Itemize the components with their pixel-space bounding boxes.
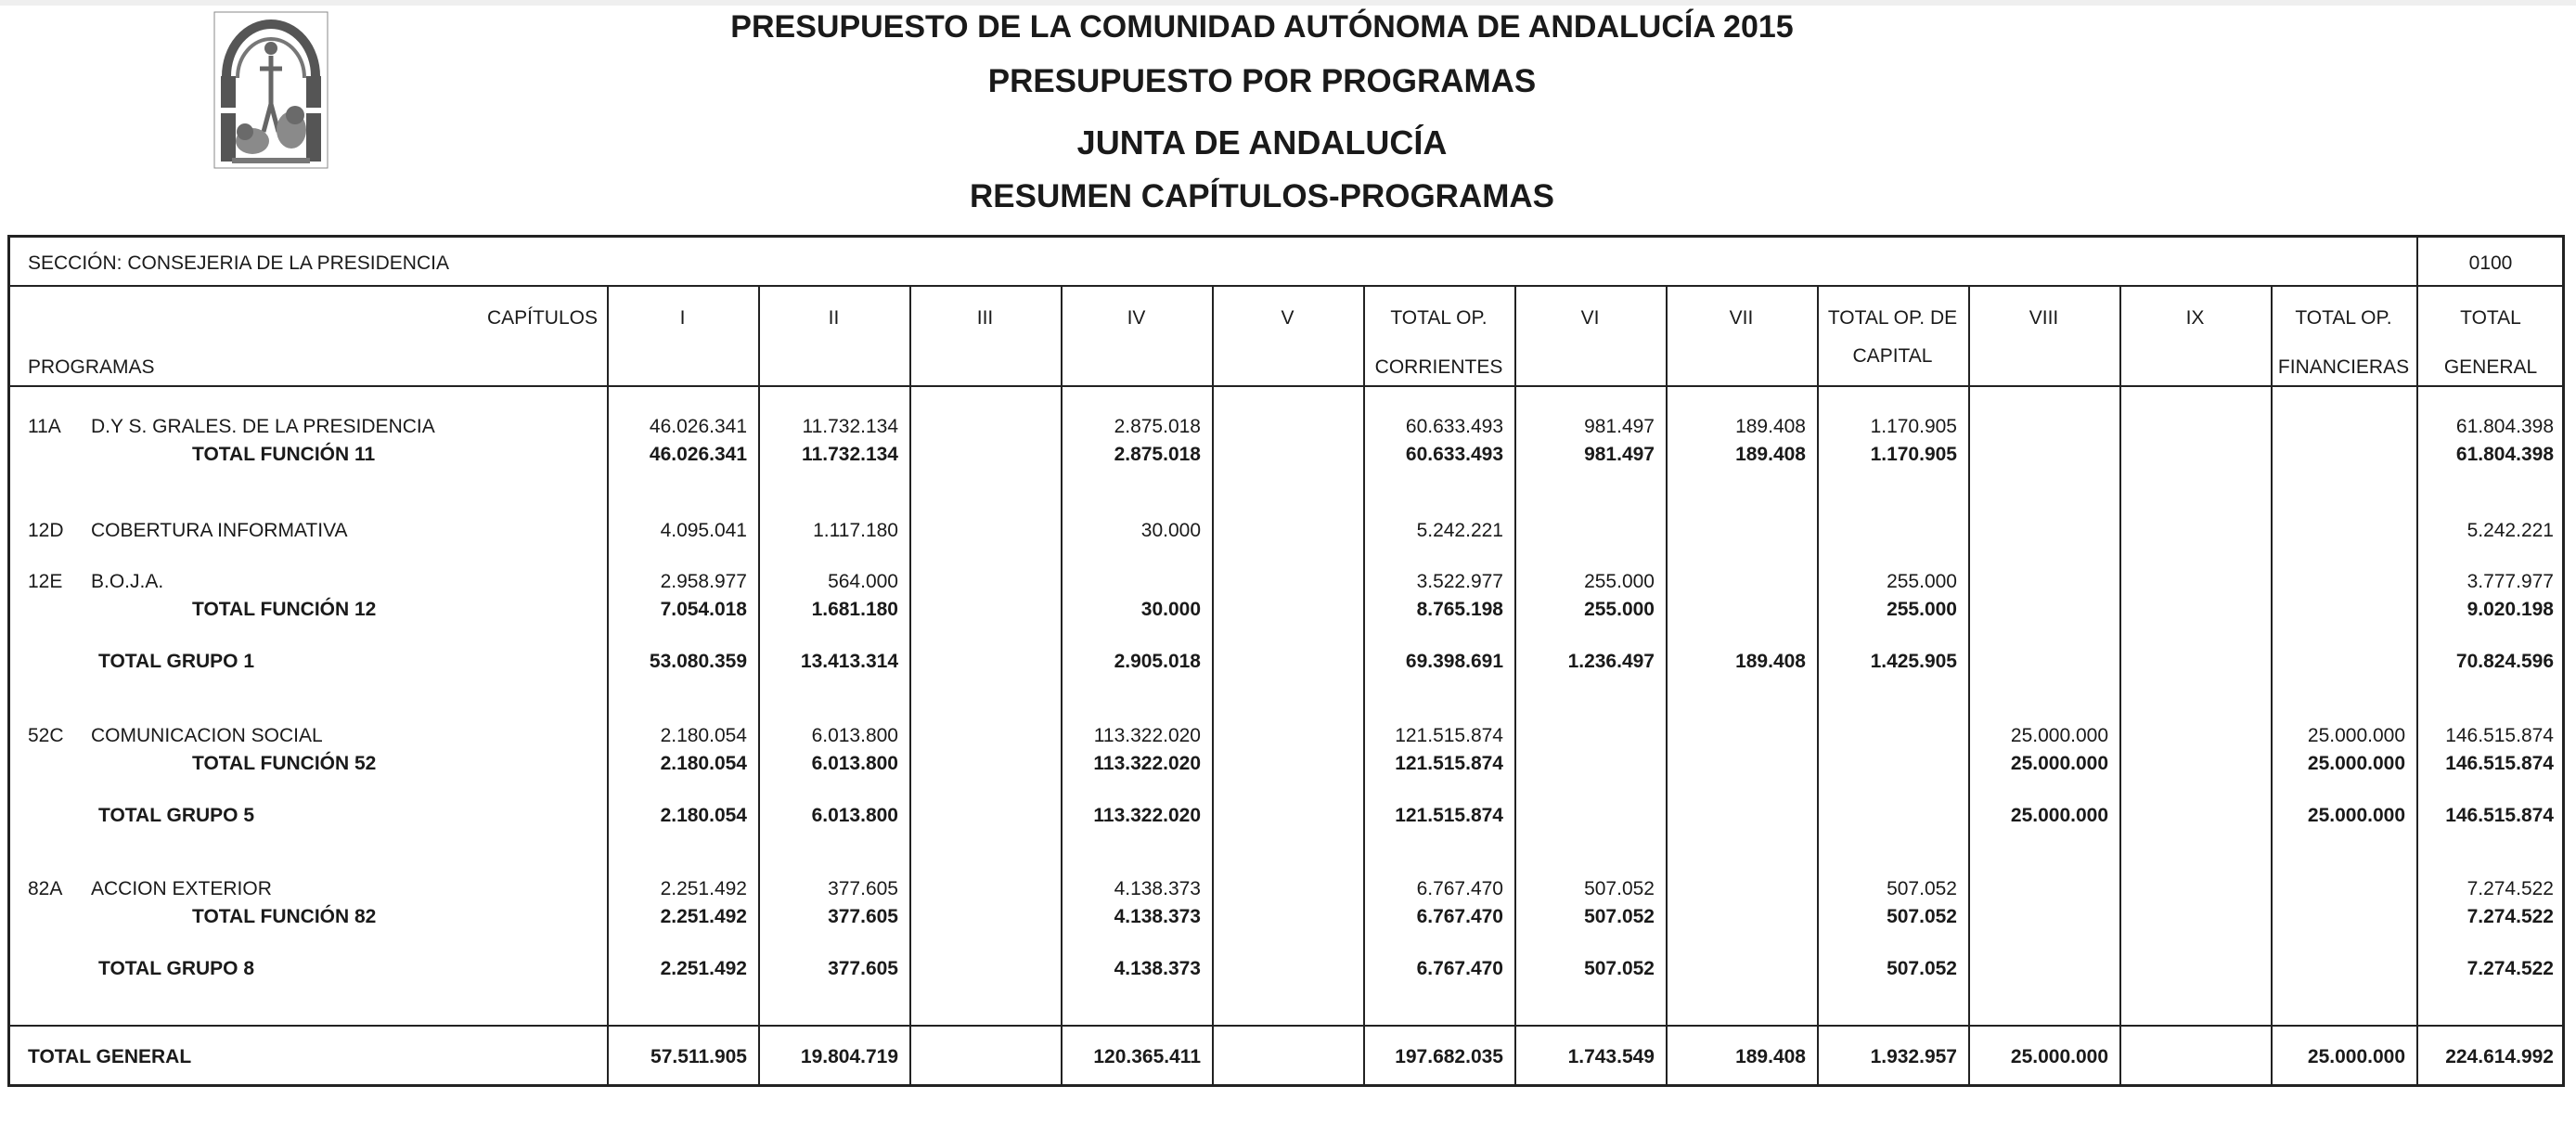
column-header-bottom: GENERAL (2443, 356, 2538, 378)
table-cell-value: 2.251.492 (660, 906, 747, 927)
table-cell-value: 25.000.000 (2010, 805, 2108, 826)
column-header-top: V (1281, 307, 1294, 329)
table-cell-value: 6.013.800 (811, 725, 898, 746)
table-cell-value: 113.322.020 (1093, 753, 1201, 774)
program-name: COBERTURA INFORMATIVA (91, 520, 348, 541)
table-cell-value: 377.605 (828, 878, 898, 899)
header-capitulos: CAPÍTULOS (486, 307, 598, 329)
budget-table-frame (7, 235, 2565, 1087)
table-cell-value: 6.013.800 (811, 805, 898, 826)
column-header-top: I (679, 307, 686, 329)
total-funcion-label: TOTAL FUNCIÓN 82 (192, 906, 377, 927)
total-general-value: 25.000.000 (2307, 1046, 2405, 1067)
table-cell-value: 3.777.977 (2467, 571, 2554, 592)
table-cell-value: 4.095.041 (660, 520, 747, 541)
table-cell-value: 507.052 (1887, 906, 1957, 927)
column-divider (1666, 286, 1668, 1084)
table-cell-value: 377.605 (828, 906, 898, 927)
column-header-bottom: CORRIENTES (1374, 356, 1503, 378)
table-cell-value: 70.824.596 (2455, 651, 2554, 672)
column-divider (1212, 286, 1214, 1084)
table-cell-value: 30.000 (1140, 599, 1201, 620)
table-cell-value: 189.408 (1735, 651, 1806, 672)
table-cell-value: 1.236.497 (1567, 651, 1655, 672)
table-cell-value: 2.875.018 (1114, 416, 1201, 437)
column-header-top: III (976, 307, 994, 329)
total-grupo-label: TOTAL GRUPO 5 (98, 805, 255, 826)
table-cell-value: 255.000 (1584, 571, 1655, 592)
table-cell-value: 25.000.000 (2010, 725, 2108, 746)
column-header-top: VIII (2029, 307, 2059, 329)
table-cell-value: 255.000 (1584, 599, 1655, 620)
table-cell-value: 507.052 (1887, 958, 1957, 979)
table-cell-value: 121.515.874 (1395, 725, 1503, 746)
table-cell-value: 7.054.018 (660, 599, 747, 620)
table-cell-value: 25.000.000 (2307, 753, 2405, 774)
total-general-label: TOTAL GENERAL (28, 1046, 192, 1067)
table-cell-value: 46.026.341 (649, 444, 747, 465)
program-name: B.O.J.A. (91, 571, 164, 592)
column-divider (2271, 286, 2273, 1084)
table-cell-value: 121.515.874 (1395, 805, 1503, 826)
column-header-top: II (828, 307, 840, 329)
table-cell-value: 60.633.493 (1405, 444, 1503, 465)
table-cell-value: 121.515.874 (1395, 753, 1503, 774)
table-cell-value: 507.052 (1584, 906, 1655, 927)
column-header-top: VII (1729, 307, 1754, 329)
program-code: 52C (28, 725, 64, 746)
total-divider (7, 1025, 2565, 1027)
program-code: 82A (28, 878, 63, 899)
total-general-value: 224.614.992 (2445, 1046, 2554, 1067)
total-general-value: 1.932.957 (1870, 1046, 1957, 1067)
table-cell-value: 11.732.134 (802, 416, 898, 437)
table-cell-value: 113.322.020 (1093, 725, 1201, 746)
table-cell-value: 1.425.905 (1870, 651, 1957, 672)
table-cell-value: 4.138.373 (1114, 878, 1201, 899)
header-programas: PROGRAMAS (28, 356, 155, 378)
section-code: 0100 (2468, 252, 2513, 274)
table-cell-value: 5.242.221 (2467, 520, 2554, 541)
total-general-value: 189.408 (1735, 1046, 1806, 1067)
table-cell-value: 1.170.905 (1870, 416, 1957, 437)
table-cell-value: 4.138.373 (1114, 906, 1201, 927)
table-cell-value: 61.804.398 (2455, 444, 2554, 465)
table-cell-value: 2.180.054 (660, 753, 747, 774)
table-cell-value: 2.958.977 (660, 571, 747, 592)
table-cell-value: 507.052 (1584, 878, 1655, 899)
table-cell-value: 6.767.470 (1416, 958, 1503, 979)
table-cell-value: 6.013.800 (811, 753, 898, 774)
column-divider (909, 286, 911, 1084)
table-cell-value: 377.605 (828, 958, 898, 979)
table-cell-value: 1.117.180 (813, 520, 898, 541)
table-cell-value: 25.000.000 (2307, 725, 2405, 746)
column-header-top: IV (1127, 307, 1146, 329)
section-code-divider (2416, 237, 2418, 287)
total-funcion-label: TOTAL FUNCIÓN 11 (192, 444, 376, 465)
table-cell-value: 25.000.000 (2307, 805, 2405, 826)
section-label: SECCIÓN: CONSEJERIA DE LA PRESIDENCIA (28, 252, 449, 274)
table-cell-value: 189.408 (1735, 444, 1806, 465)
total-general-value: 25.000.000 (2010, 1046, 2108, 1067)
table-cell-value: 507.052 (1887, 878, 1957, 899)
table-cell-value: 1.681.180 (811, 599, 898, 620)
total-general-value: 197.682.035 (1395, 1046, 1503, 1067)
table-cell-value: 255.000 (1887, 599, 1957, 620)
table-cell-value: 7.274.522 (2467, 906, 2554, 927)
table-cell-value: 7.274.522 (2467, 878, 2554, 899)
column-header-bottom: CAPITAL (1852, 345, 1933, 367)
table-cell-value: 2.180.054 (660, 805, 747, 826)
section-divider (7, 285, 2565, 287)
table-cell-value: 1.170.905 (1870, 444, 1957, 465)
column-divider (2119, 286, 2121, 1084)
table-cell-value: 25.000.000 (2010, 753, 2108, 774)
document-subtitle: PRESUPUESTO POR PROGRAMAS (987, 63, 1537, 99)
table-cell-value: 2.875.018 (1114, 444, 1201, 465)
table-cell-value: 2.905.018 (1114, 651, 1201, 672)
column-header-top: TOTAL OP. (1390, 307, 1488, 329)
table-cell-value: 981.497 (1584, 444, 1655, 465)
table-cell-value: 189.408 (1735, 416, 1806, 437)
report-title: RESUMEN CAPÍTULOS-PROGRAMAS (969, 178, 1555, 214)
organization-name: JUNTA DE ANDALUCÍA (1076, 123, 1448, 162)
table-cell-value: 6.767.470 (1416, 878, 1503, 899)
column-divider (1968, 286, 1970, 1084)
column-header-top: TOTAL (2460, 307, 2521, 329)
table-cell-value: 3.522.977 (1416, 571, 1503, 592)
total-funcion-label: TOTAL FUNCIÓN 52 (192, 753, 377, 774)
total-grupo-label: TOTAL GRUPO 1 (98, 651, 255, 672)
table-cell-value: 5.242.221 (1416, 520, 1503, 541)
program-code: 11A (28, 416, 61, 437)
program-name: COMUNICACION SOCIAL (91, 725, 323, 746)
table-cell-value: 69.398.691 (1405, 651, 1503, 672)
program-name: ACCION EXTERIOR (91, 878, 272, 899)
table-cell-value: 8.765.198 (1416, 599, 1503, 620)
program-code: 12D (28, 520, 64, 541)
table-cell-value: 113.322.020 (1093, 805, 1201, 826)
program-name: D.Y S. GRALES. DE LA PRESIDENCIA (91, 416, 435, 437)
table-cell-value: 4.138.373 (1114, 958, 1201, 979)
table-cell-value: 564.000 (828, 571, 898, 592)
table-cell-value: 7.274.522 (2467, 958, 2554, 979)
total-general-value: 57.511.905 (650, 1046, 747, 1067)
column-header-top: TOTAL OP. (2295, 307, 2392, 329)
column-header-top: IX (2185, 307, 2205, 329)
table-cell-value: 146.515.874 (2445, 753, 2554, 774)
total-funcion-label: TOTAL FUNCIÓN 12 (192, 599, 377, 620)
total-general-value: 120.365.411 (1093, 1046, 1201, 1067)
total-general-value: 1.743.549 (1567, 1046, 1655, 1067)
table-cell-value: 255.000 (1887, 571, 1957, 592)
table-cell-value: 53.080.359 (649, 651, 747, 672)
table-cell-value: 6.767.470 (1416, 906, 1503, 927)
table-cell-value: 60.633.493 (1405, 416, 1503, 437)
table-cell-value: 9.020.198 (2467, 599, 2554, 620)
column-header-top: TOTAL OP. DE (1827, 307, 1958, 329)
table-cell-value: 2.251.492 (660, 958, 747, 979)
junta-andalucia-coat-of-arms-logo (213, 11, 328, 169)
column-header-bottom: FINANCIERAS (2277, 356, 2410, 378)
table-cell-value: 30.000 (1140, 520, 1201, 541)
table-cell-value: 981.497 (1584, 416, 1655, 437)
total-grupo-label: TOTAL GRUPO 8 (98, 958, 255, 979)
document-title: PRESUPUESTO DE LA COMUNIDAD AUTÓNOMA DE ANDALUCÍA 2015 (730, 9, 1794, 45)
table-cell-value: 61.804.398 (2455, 416, 2554, 437)
table-cell-value: 2.180.054 (660, 725, 747, 746)
table-cell-value: 146.515.874 (2445, 725, 2554, 746)
table-cell-value: 2.251.492 (660, 878, 747, 899)
table-cell-value: 13.413.314 (800, 651, 898, 672)
header-divider (7, 385, 2565, 387)
table-cell-value: 11.732.134 (802, 444, 898, 465)
table-cell-value: 46.026.341 (649, 416, 747, 437)
program-code: 12E (28, 571, 63, 592)
top-strip (0, 0, 2576, 6)
total-general-value: 19.804.719 (800, 1046, 898, 1067)
table-cell-value: 507.052 (1584, 958, 1655, 979)
column-header-top: VI (1580, 307, 1600, 329)
table-cell-value: 146.515.874 (2445, 805, 2554, 826)
